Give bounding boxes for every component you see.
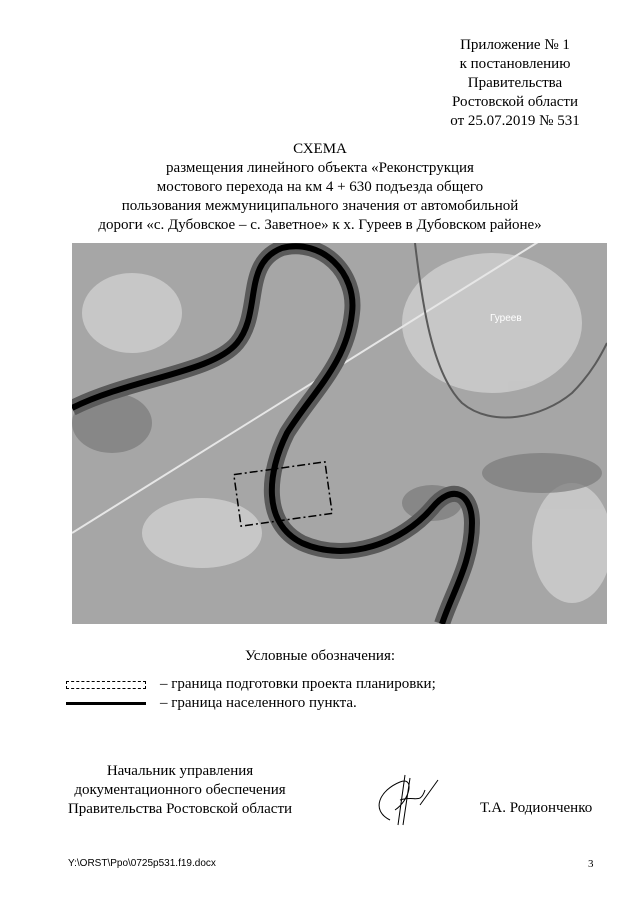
legend-item-settlement-boundary xyxy=(66,695,357,712)
handwritten-signature xyxy=(370,770,440,830)
signatory-name: Т.А. Родионченко xyxy=(480,800,593,816)
position-line: Правительства Ростовской области xyxy=(67,801,293,817)
settlement-label: Гуреев xyxy=(490,313,522,324)
title-line: мостового перехода на км 4 + 630 подъезда общего xyxy=(156,179,484,195)
legend-item-planning-boundary xyxy=(66,676,436,693)
page-number: 3 xyxy=(588,858,594,870)
appendix-line: Ростовской области xyxy=(452,94,578,110)
scheme-map xyxy=(72,243,607,624)
title-line: дороги «с. Дубовское – с. Заветное» к х. Гуреев в Дубовском районе» xyxy=(98,217,542,233)
dash-dot-line-sample xyxy=(66,681,146,689)
appendix-line: Приложение № 1 xyxy=(460,37,570,53)
document-title xyxy=(60,140,580,235)
signatory-position xyxy=(60,762,300,819)
title-line: пользования межмуниципального значения от автомобильной xyxy=(121,198,519,214)
appendix-header xyxy=(400,36,630,131)
position-line: документационного обеспечения xyxy=(74,782,286,798)
legend-title: Условные обозначения: xyxy=(244,648,396,664)
legend-text: – граница населенного пункта. xyxy=(160,695,357,711)
appendix-line: Правительства xyxy=(467,75,563,91)
position-line: Начальник управления xyxy=(106,763,254,779)
appendix-line: от 25.07.2019 № 531 xyxy=(450,113,580,129)
file-path: Y:\ORST\Ppo\0725p531.f19.docx xyxy=(68,858,216,869)
title-line: СХЕМА xyxy=(293,141,347,157)
solid-line-sample xyxy=(66,702,146,705)
legend-text: – граница подготовки проекта планировки; xyxy=(160,676,436,692)
title-line: размещения линейного объекта «Реконструкция xyxy=(166,160,474,176)
appendix-line: к постановлению xyxy=(459,56,571,72)
